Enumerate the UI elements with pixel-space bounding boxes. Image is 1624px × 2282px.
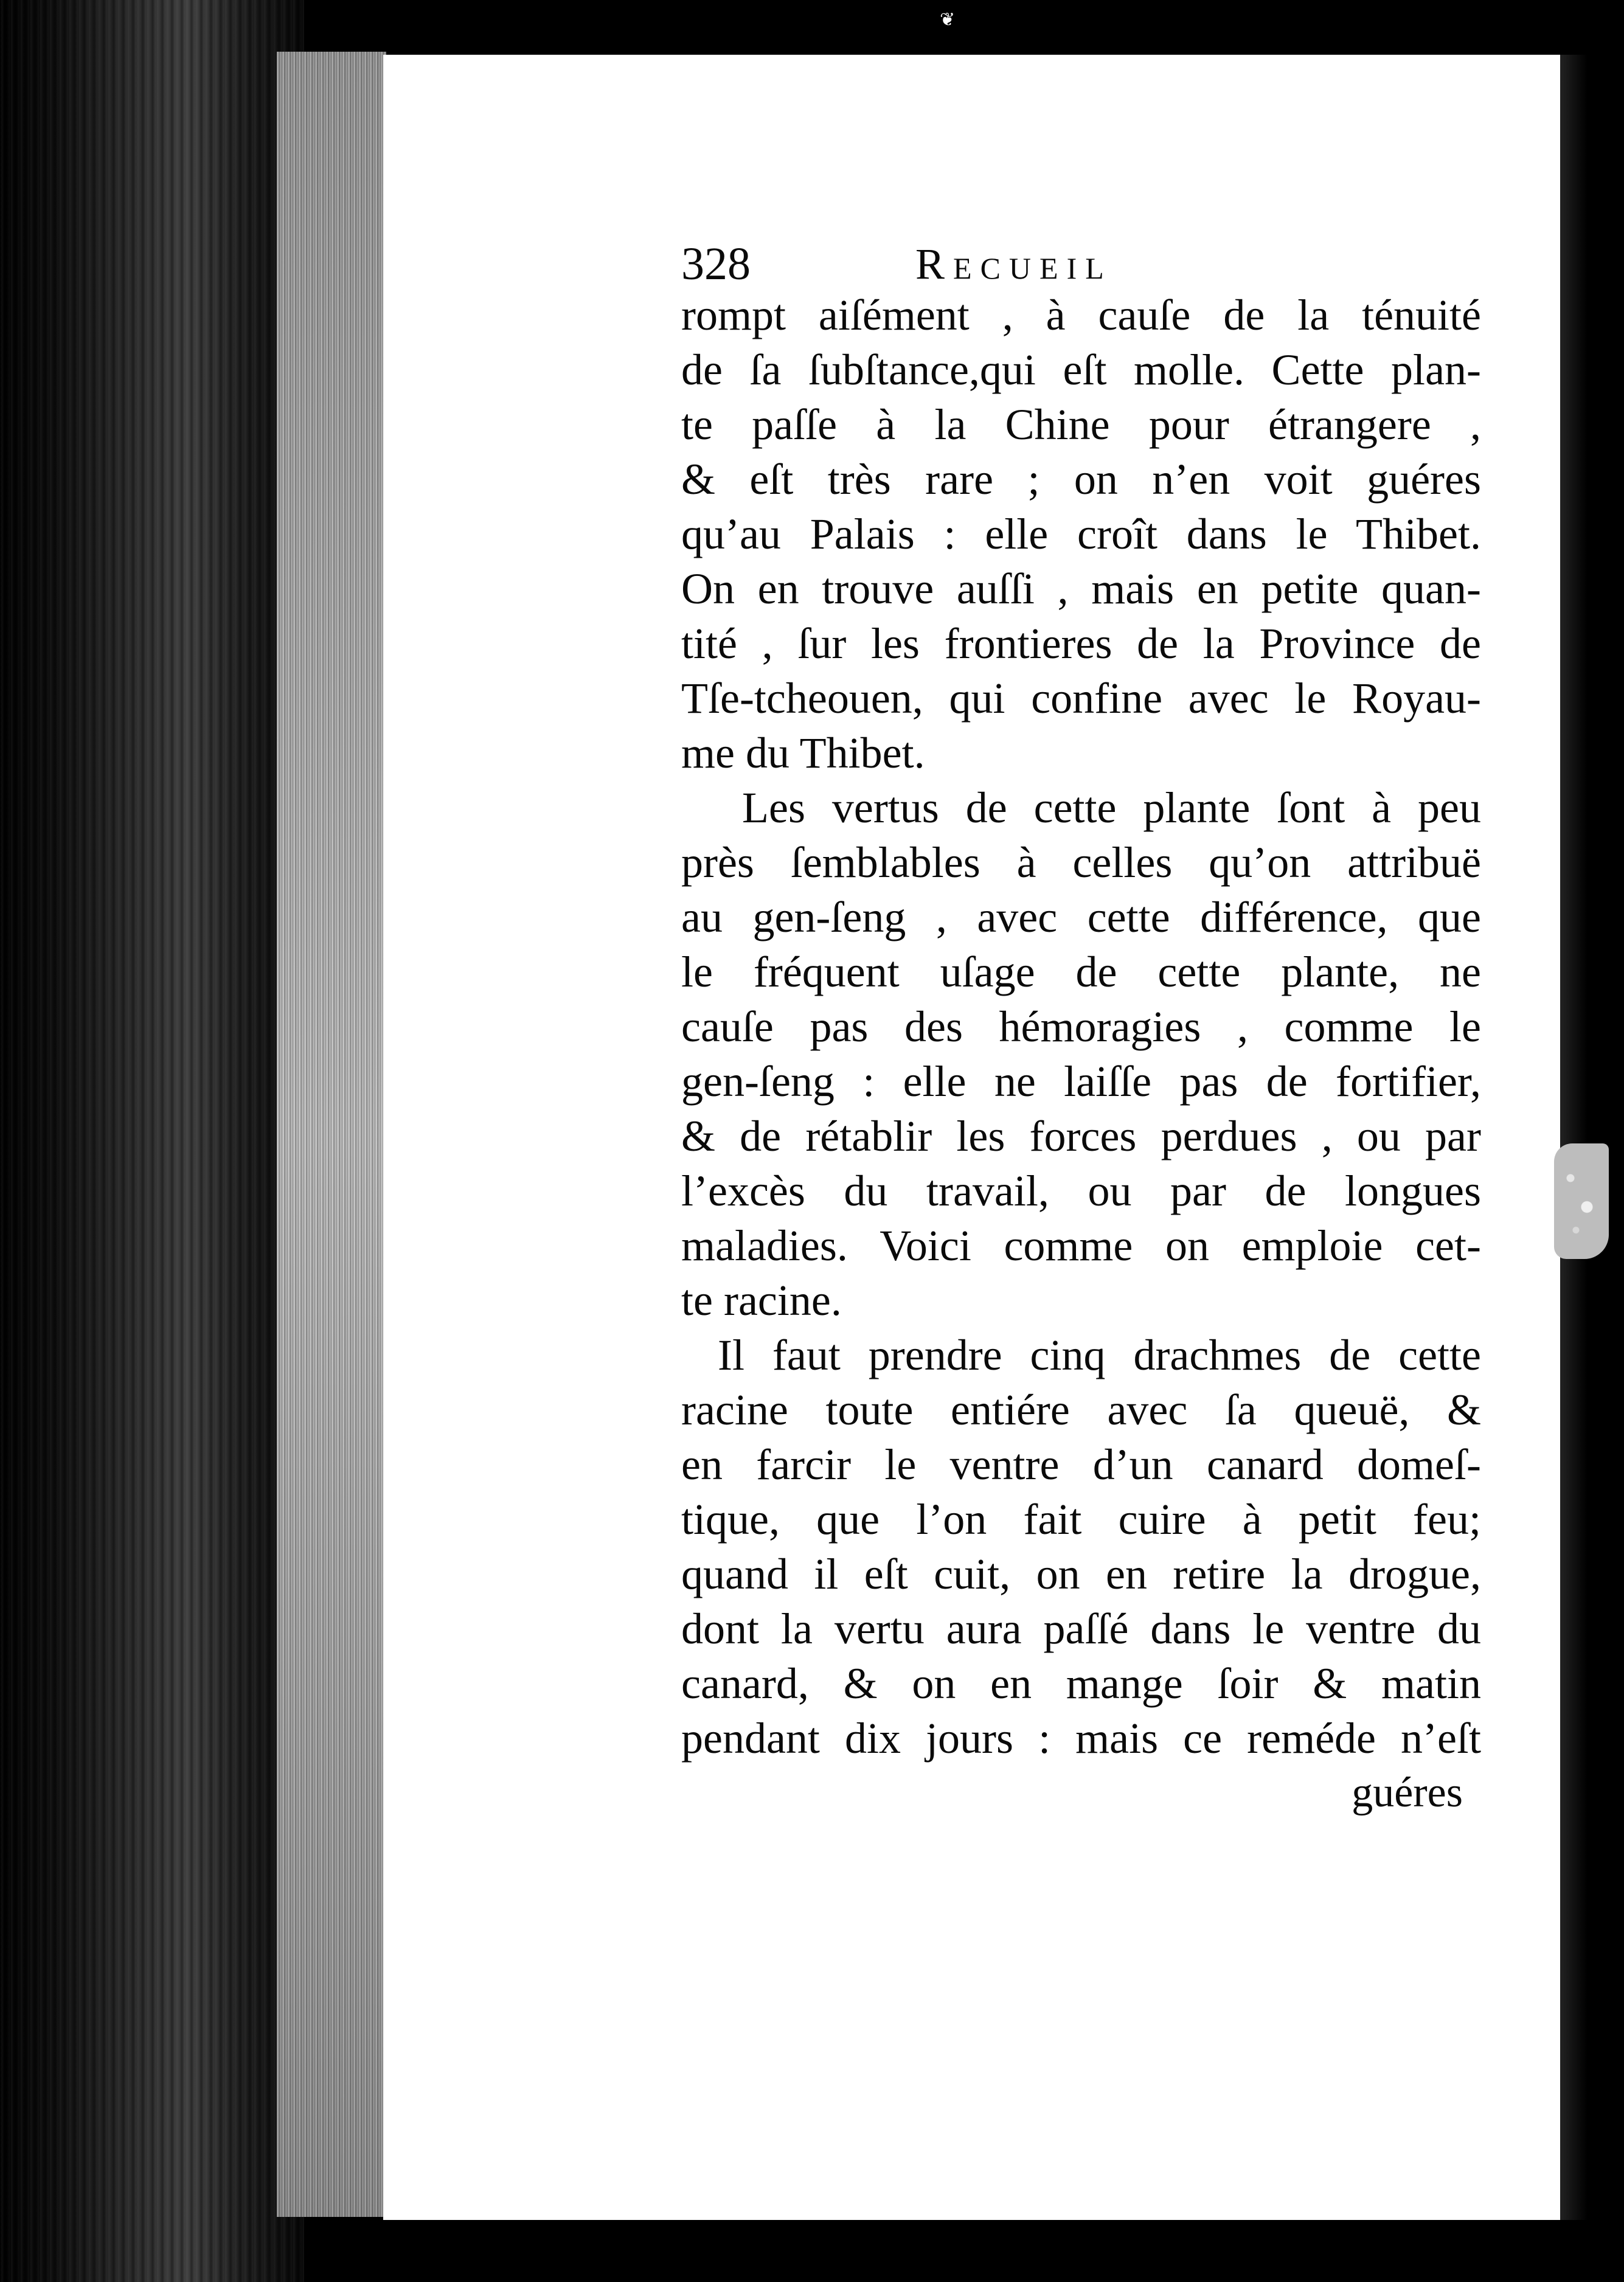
- running-head: [681, 240, 1481, 288]
- page-number: 328: [681, 238, 751, 290]
- text-line: dont la vertu aura paſſé dans le ventre du: [681, 1604, 1481, 1653]
- text-line: en farcir le ventre d’un canard domeſ-: [681, 1440, 1481, 1489]
- text-line: de ſa ſubſtance,qui eſt molle. Cette plan-: [681, 345, 1481, 394]
- text-line: quand il eſt cuit, on en retire la drogue,: [681, 1550, 1481, 1598]
- right-page-gutter: [1560, 55, 1588, 2220]
- text-line: te paſſe à la Chine pour étrangere ,: [681, 400, 1481, 449]
- text-line: rompt aiſément , à cauſe de la ténuité: [681, 291, 1481, 339]
- text-line: au gen-ſeng , avec cette différence, que: [681, 893, 1481, 942]
- text-line: canard, & on en mange ſoir & matin: [681, 1659, 1481, 1708]
- catchword: guéres: [1352, 1769, 1463, 1816]
- text-line: racine toute entiére avec ſa queuë, &: [681, 1386, 1481, 1434]
- text-line: me du Thibet.: [681, 729, 925, 777]
- text-line: te racine.: [681, 1276, 842, 1325]
- torn-edge-mark: [1554, 1143, 1609, 1259]
- text-line: l’excès du travail, ou par de longues: [681, 1167, 1481, 1215]
- text-line: le fréquent uſage de cette plante, ne: [681, 948, 1481, 996]
- text-line: tité , ſur les frontieres de la Province de: [681, 619, 1481, 668]
- text-line: Tſe-tcheouen, qui confine avec le Royau-: [681, 674, 1481, 723]
- text-line: pendant dix jours : mais ce reméde n’eſt: [681, 1714, 1481, 1763]
- text-line: & de rétablir les forces perdues , ou par: [681, 1112, 1481, 1160]
- text-line: près ſemblables à celles qu’on attribuë: [681, 838, 1481, 887]
- text-block: [681, 240, 1481, 1820]
- top-ornament-mark: ❦: [940, 9, 956, 30]
- paragraph-first-line: Il faut prendre cinq drachmes de cette: [718, 1331, 1481, 1379]
- text-line: & eſt très rare ; on n’en voit guéres: [681, 455, 1481, 504]
- stacked-page-edges: [277, 52, 386, 2217]
- text-line: tique, que l’on fait cuire à petit feu;: [681, 1495, 1481, 1544]
- book-spine-edge: [0, 0, 304, 2282]
- paragraph-first-line: Les vertus de cette plante ſont à peu: [742, 783, 1481, 832]
- running-title: Recueil: [915, 240, 1112, 288]
- text-line: cauſe pas des hémoragies , comme le: [681, 1002, 1481, 1051]
- text-line: qu’au Palais : elle croît dans le Thibet.: [681, 510, 1481, 558]
- text-line: On en trouve auſſi , mais en petite quan-: [681, 564, 1481, 613]
- text-line: gen-ſeng : elle ne laiſſe pas de fortifier,: [681, 1057, 1481, 1106]
- text-line: maladies. Voici comme on emploie cet-: [681, 1221, 1481, 1270]
